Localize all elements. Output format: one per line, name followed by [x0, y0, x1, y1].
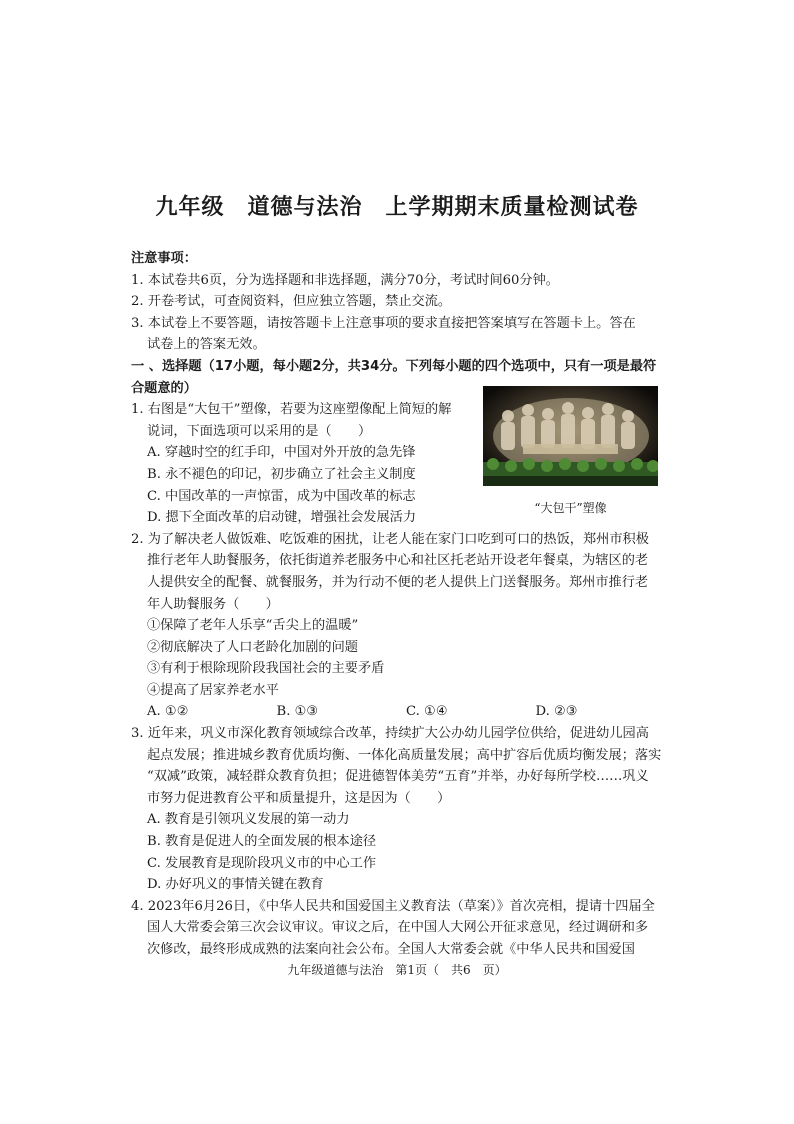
question-2	[131, 529, 665, 723]
option-d: D. 摁下全面改革的启动键，增强社会发展活力	[147, 510, 417, 526]
sculpture-figure	[483, 386, 658, 516]
question-stem: 起点发展；推进城乡教育优质均衡、一体化高质量发展；高中扩容后优质均衡发展；落实	[147, 747, 662, 763]
question-stem: 国人大常委会第三次会议审议。审议之后，在中国人大网公开征求意见，经过调研和多	[147, 920, 649, 936]
question-stem: 年人助餐服务（ ）	[147, 596, 279, 612]
option-d: D. 办好巩义的事情关键在教育	[147, 877, 324, 893]
sculpture-illustration	[483, 386, 658, 486]
question-stem: 3. 近年来，巩义市深化教育领域综合改革，持续扩大公办幼儿园学位供给，促进幼儿园高	[131, 726, 649, 742]
option-b: B. 教育是促进人的全面发展的根本途径	[147, 834, 377, 850]
question-stem: 说词，下面选项可以采用的是（ ）	[147, 423, 372, 439]
notice-heading: 注意事项：	[131, 251, 197, 266]
option-a: A. 穿越时空的红手印，中国对外开放的急先锋	[147, 445, 416, 461]
question-stem: 推行老年人助餐服务，依托街道养老服务中心和社区托老站开设老年餐桌，为辖区的老	[147, 553, 649, 569]
image-caption: “大包干”塑像	[534, 501, 607, 515]
notice-item: 1. 本试卷共6页，分为选择题和非选择题，满分70分，考试时间60分钟。	[131, 272, 559, 288]
sculpture-photo	[483, 386, 658, 486]
question-stem: 1. 右图是“大包干”塑像，若要为这座塑像配上简短的解	[131, 402, 452, 418]
question-stem: 人提供安全的配餐、就餐服务，并为行动不便的老人提供上门送餐服务。郑州市推行老	[147, 574, 649, 590]
question-4	[131, 896, 665, 961]
exam-content	[131, 248, 665, 961]
statement-item: ④提高了居家养老水平	[147, 682, 279, 698]
section-heading-cont: 合题意的）	[131, 380, 197, 396]
page-footer: 九年级道德与法治 第1页（ 共6 页）	[287, 963, 507, 977]
option-d: D. ②③	[535, 704, 578, 720]
statement-item: ①保障了老年人乐享“舌尖上的温暖”	[147, 618, 359, 634]
option-a: A. ①②	[147, 704, 189, 720]
statement-item: ②彻底解决了人口老龄化加剧的问题	[147, 639, 358, 655]
option-b: B. 永不褪色的印记，初步确立了社会主义制度	[147, 466, 416, 482]
notice-item: 试卷上的答案无效。	[147, 337, 266, 353]
question-stem: “双减”政策，减轻群众教育负担；促进德智体美劳“五育”并举，办好每所学校……巩义	[147, 769, 649, 785]
question-1	[131, 399, 476, 529]
question-stem: 4. 2023年6月26日，《中华人民共和国爱国主义教育法（草案）》首次亮相，提请十四届全	[131, 898, 655, 914]
section-heading: 一 、选择题（17小题，每小题2分，共34分。下列每小题的四个选项中，只有一项是最符	[131, 358, 657, 374]
option-row	[131, 701, 665, 723]
question-3	[131, 723, 665, 896]
notice-item: 3. 本试卷上不要答题，请按答题卡上注意事项的要求直接把答案填写在答题卡上。答在	[131, 315, 636, 331]
option-c: C. ①④	[406, 704, 448, 720]
option-a: A. 教育是引领巩义发展的第一动力	[147, 812, 350, 828]
question-stem: 市努力促进教育公平和质量提升，这是因为（ ）	[147, 790, 451, 806]
option-c: C. 中国改革的一声惊雷，成为中国改革的标志	[147, 488, 416, 504]
notice-item: 2. 开卷考试，可查阅资料，但应独立答题，禁止交流。	[131, 294, 452, 310]
page-title: 九年级 道德与法治 上学期期末质量检测试卷	[155, 195, 639, 220]
statement-item: ③有利于根除现阶段我国社会的主要矛盾	[147, 661, 385, 677]
question-stem: 2. 为了解决老人做饭难、吃饭难的困扰，让老人能在家门口吃到可口的热饭，郑州市积极	[131, 531, 649, 547]
option-c: C. 发展教育是现阶段巩义市的中心工作	[147, 855, 377, 871]
question-stem: 次修改，最终形成成熟的法案向社会公布。全国人大常委会就《中华人民共和国爱国	[147, 942, 635, 957]
option-b: B. ①③	[276, 704, 319, 720]
